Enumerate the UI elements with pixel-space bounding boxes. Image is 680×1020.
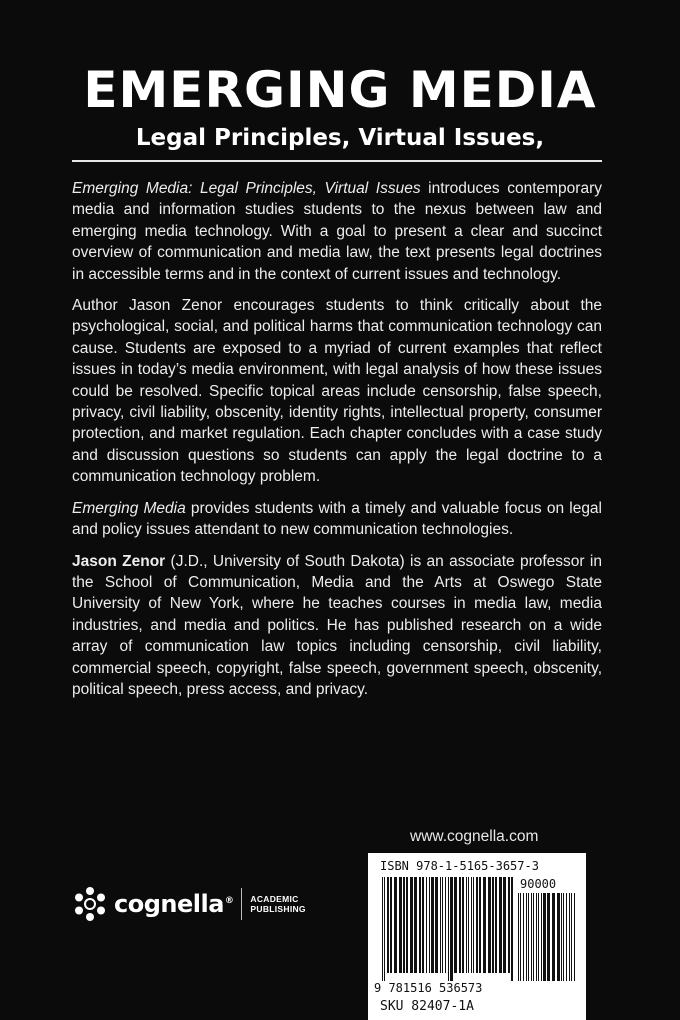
barcode-bar [483, 877, 486, 973]
barcode-bar [459, 877, 461, 973]
barcode-bar [528, 893, 529, 981]
publisher-name [114, 890, 233, 918]
tagline-line-2: PUBLISHING [250, 904, 306, 914]
book-title: EMERGING MEDIA [83, 61, 597, 119]
barcode-bar [399, 877, 402, 973]
description-paragraph-2 [72, 295, 602, 488]
barcode-bar [557, 893, 560, 981]
author-bio [72, 551, 602, 701]
barcode-bar [508, 877, 510, 973]
barcode-bar [543, 893, 546, 981]
barcode-bar [414, 877, 417, 973]
barcode-bar [429, 877, 430, 973]
barcode-bar [403, 877, 405, 973]
barcode-bar [479, 877, 481, 973]
book-title-italic: Emerging Media [72, 499, 186, 517]
addon-barcode [518, 893, 576, 981]
barcode-bar [574, 893, 575, 981]
barcode-bar [435, 877, 438, 973]
barcode-bar [523, 893, 524, 981]
paragraph-text: Author Jason Zenor encourages students to think critically about the psychological, social, and political harms that communication technology can cause. Students are exposed to a myriad of current examples that reflect issues in today’s media environment, with legal analysis of how these issues could be resolved. Specific topical areas include censorship, false speech, privacy, civil liability, obscenity, identity rights, intellectual property, consumer protection, and market regulation. Each chapter concludes with a case study and discussion questions so students can apply the legal doctrine to a communication technology problem. [72, 297, 602, 486]
isbn-label: ISBN 978-1-5165-3657-3 [380, 859, 539, 873]
barcode-bar [450, 877, 453, 981]
barcode-bar [384, 877, 385, 981]
barcode-bar [468, 877, 469, 973]
barcode-bar [406, 877, 408, 973]
description-paragraph-3 [72, 498, 602, 541]
cognella-mark-icon [72, 886, 108, 922]
barcode-bar [561, 893, 562, 981]
barcode-bar [520, 893, 521, 981]
ean-barcode [382, 877, 514, 981]
barcode-bar [426, 877, 427, 973]
barcode-bar [503, 877, 506, 973]
barcode-bar [448, 877, 449, 981]
paragraph-text: provides students with a timely and valuable focus on legal and policy issues attendant to new communication technologies. [72, 499, 602, 539]
registered-mark: ® [224, 896, 234, 906]
barcode-bar [488, 877, 491, 973]
publisher-website: www.cognella.com [410, 828, 539, 845]
logo-divider [241, 888, 242, 920]
barcode-bar [442, 877, 443, 973]
barcode-bar [569, 893, 570, 981]
barcode-bar [499, 877, 502, 973]
barcode-bar [571, 893, 572, 981]
barcode-bar [518, 893, 519, 981]
barcode-bar [387, 877, 389, 973]
barcode-bar [419, 877, 421, 973]
barcode-bar [547, 893, 550, 981]
barcode-bar [422, 877, 424, 973]
barcode-bar [492, 877, 494, 973]
barcode-bar [382, 877, 383, 981]
barcode-bar [440, 877, 441, 973]
barcode-bar [394, 877, 397, 973]
barcode-bar [462, 877, 464, 973]
barcode-bar [471, 877, 472, 973]
paragraph-text: introduces contemporary media and information studies students to the nexus between law and emerging media technology. With a goal to present a clear and succinct overview of communication and media law, the text presents legal doctrines in accessible terms and in the context of current issues and technology. [72, 180, 602, 283]
barcode-bar [466, 877, 467, 973]
publisher-tagline [250, 894, 305, 914]
price-addon-number: 90000 [520, 877, 557, 891]
barcode-bar [410, 877, 413, 973]
author-name: Jason Zenor [72, 552, 166, 570]
book-title-italic: Emerging Media: Legal Principles, Virtual Issues [72, 180, 421, 197]
barcode-bar [526, 893, 527, 981]
title-divider [72, 160, 602, 162]
barcode-bar [473, 877, 474, 973]
publisher-name-text: cognella [114, 890, 224, 918]
sku-label: SKU 82407-1A [380, 999, 474, 1014]
barcode-panel [368, 853, 586, 1020]
barcode-bar [531, 893, 532, 981]
publisher-logo [72, 884, 306, 924]
barcode-bar [541, 893, 542, 981]
tagline-line-1: ACADEMIC [250, 894, 299, 904]
ean-digits: 9 781516 536573 [374, 981, 483, 995]
barcode-bar [533, 893, 534, 981]
back-cover-description [72, 178, 602, 710]
barcode-bar [390, 877, 392, 973]
barcode-bar [495, 877, 497, 973]
barcode-bar [476, 877, 478, 973]
barcode-bar [431, 877, 434, 973]
barcode-bar [538, 893, 539, 981]
barcode-bar [445, 877, 446, 973]
paragraph-text: (J.D., University of South Dakota) is an associate professor in the School of Communication, Media and the Arts at Oswego State University of New York, where he teaches courses in media law, media industries, and media and politics. He has published research on a wide array of communication law topics including censorship, civil liability, commercial speech, copyright, false speech, government speech, obscenity, political speech, press access, and privacy. [72, 552, 602, 698]
book-subtitle: Legal Principles, Virtual Issues, [135, 125, 545, 151]
barcode-bar [454, 877, 457, 973]
barcode-bar [536, 893, 537, 981]
barcode-bar [552, 893, 555, 981]
barcode-bar [511, 877, 513, 981]
barcode-bar [563, 893, 564, 981]
description-paragraph-1 [72, 178, 602, 285]
barcode-bar [566, 893, 567, 981]
